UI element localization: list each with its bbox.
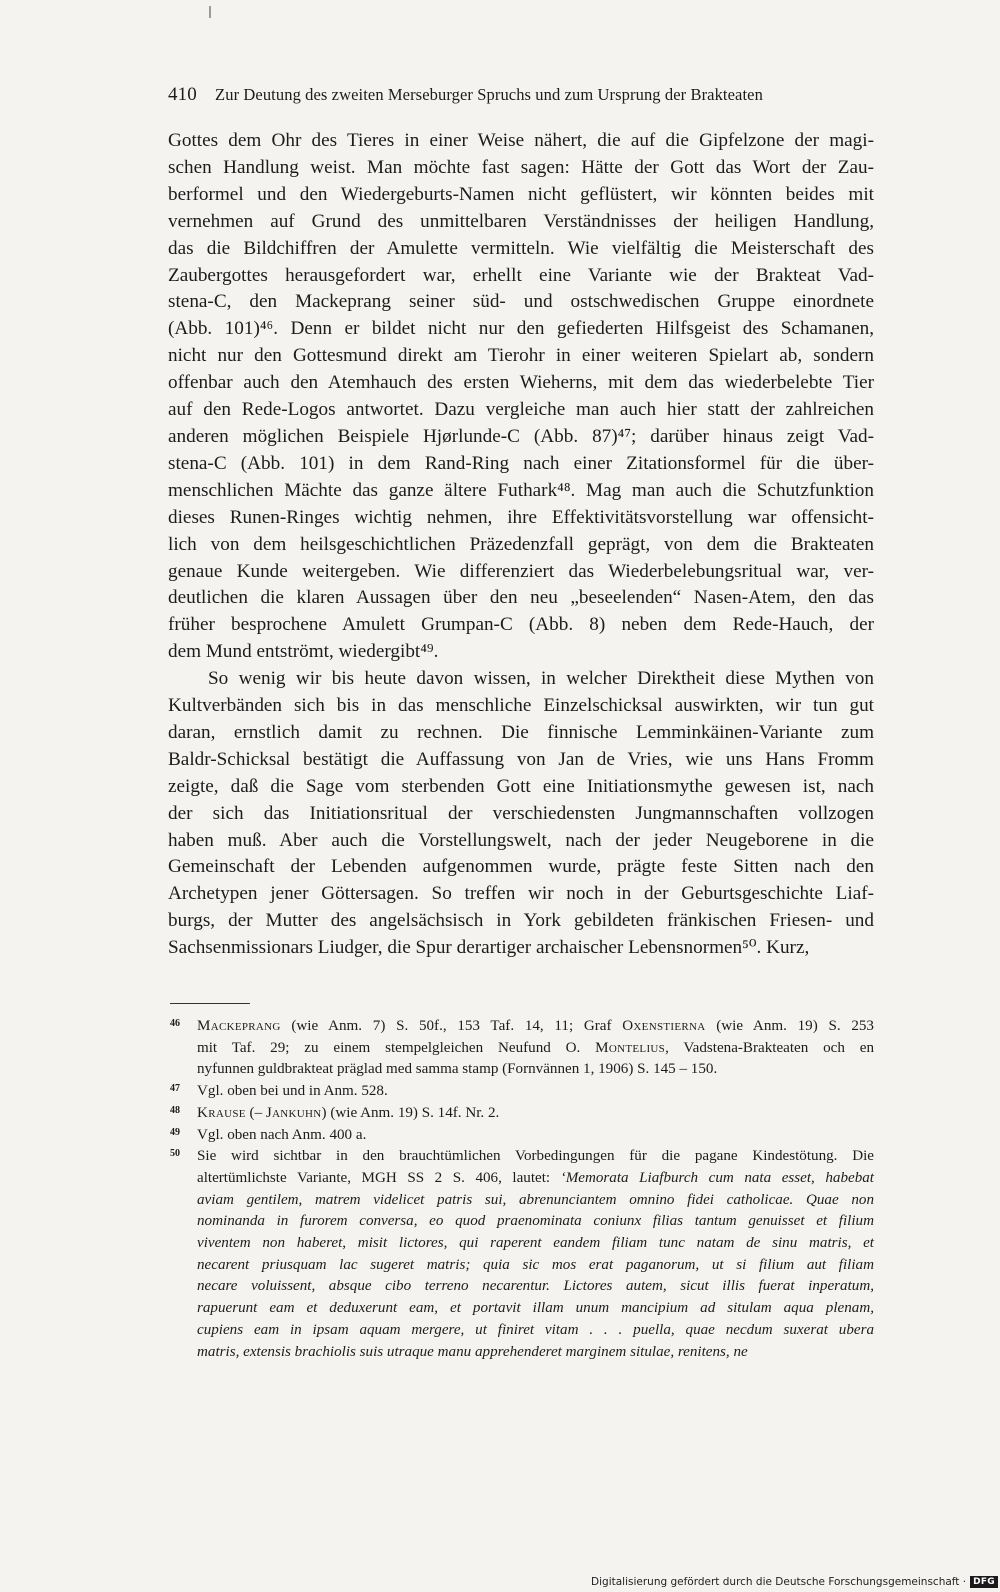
footnote-number: 49 [170,1126,180,1138]
footnote-line: rapuerunt eam et deduxerunt eam, et portavit illam unum mancipium ad situlam aqua plenam, [197,1300,874,1317]
text-line: haben muß. Aber auch die Vorstellungswelt, nach der jeder Neugeborene in die [168,829,874,851]
text-line: Zaubergottes herausgefordert war, erhellt eine Variante wie der Brakteat Vad- [168,264,874,286]
footnote-line: aviam gentilem, matrem videlicet patris sui, abrenunciantem omnino fidei catholicae. Quae non [197,1191,874,1208]
text-line: der sich das Initiationsritual der verschiedensten Jungmannschaften vollzogen [168,802,874,824]
text-line: Archetypen jener Göttersagen. So treffen wir noch in der Geburtsgeschichte Liaf- [168,883,874,905]
footnote-line: Vgl. oben bei und in Anm. 528. [197,1083,388,1100]
footnote-line: Sie wird sichtbar in den brauchtümlichen Vorbedingungen für die pagane Kindestötung. Die [197,1148,874,1165]
footnote-number: 47 [170,1083,180,1095]
text-line: offenbar auch den Atemhauch des ersten Wieherns, mit dem das wiederbelebte Tier [168,372,874,394]
text-line: schen Handlung weist. Man möchte fast sagen: Hätte der Gott das Wort der Zau- [168,156,874,178]
text-line: daran, ernstlich damit zu rechnen. Die finnische Lemminkäinen-Variante zum [168,721,874,743]
footnote-line: viventem non haberet, misit lictores, qui raperent eandem filiam tunc natam de sinu matris, et [197,1235,874,1252]
text-line: menschlichen Mächte das ganze ältere Futhark⁴⁸. Mag man auch die Schutzfunktion [168,479,874,501]
running-title: Zur Deutung des zweiten Merseburger Spruchs und zum Ursprung der Brakteaten [215,85,763,104]
text-line: Sachsenmissionars Liudger, die Spur derartiger archaischer Lebensnormen⁵⁰. Kurz, [168,937,810,959]
text-line: Gottes dem Ohr des Tieres in einer Weise nähert, die auf die Gipfelzone der magi- [168,130,874,151]
footnote-separator [170,1003,250,1004]
text-line: lich von dem heilsgeschichtlichen Präzedenzfall geprägt, von dem die Brakteaten [168,533,874,555]
text-line: vernehmen auf Grund des unmittelbaren Verständnisses der heiligen Handlung, [168,210,874,232]
text-line: stena-C (Abb. 101) in dem Rand-Ring nach einer Zitationsformel für die über- [168,452,874,474]
footnote-line: nominanda in furorem conversa, eo quod praenominata coniunx filias tantum genuisset et filium [197,1213,874,1230]
digitization-credit [591,1576,998,1588]
footnote-number: 46 [170,1018,180,1029]
text-line: Baldr-Schicksal bestätigt die Auffassung von Jan de Vries, wie uns Hans Fromm [168,748,874,770]
footnote-line: matris, extensis brachiolis suis utraque manu apprehenderet marginem situlae, renitens, ne [197,1343,748,1360]
dfg-logo: DFG [970,1576,998,1588]
text-line: dem Mund entströmt, wiedergibt⁴⁹. [168,641,439,663]
footnote-line: necare voluissent, absque cibo terreno necarentur. Lictores autem, sicut illis fuerat inperatum, [197,1278,874,1295]
text-line: deutlichen die klaren Aussagen über den neu „beseelenden“ Nasen-Atem, den das [168,587,874,609]
footnote [170,1125,874,1147]
text-line: früher besprochene Amulett Grumpan-C (Abb. 8) neben dem Rede-Hauch, der [168,614,874,636]
credit-text: Digitalisierung gefördert durch die Deutsche Forschungsgemeinschaft · [591,1576,967,1588]
footnote-line: Vgl. oben nach Anm. 400 a. [197,1126,367,1143]
text-line: anderen möglichen Beispiele Hjørlunde-C (Abb. 87)⁴⁷; darüber hinaus zeigt Vad- [168,425,874,447]
text-line: (Abb. 101)⁴⁶. Denn er bildet nicht nur den gefiederten Hilfsgeist des Schamanen, [168,318,874,340]
text-line: genaue Kunde weitergeben. Wie differenziert das Wiederbelebungsritual war, ver- [168,560,874,582]
running-header [168,84,868,106]
text-line: das die Bildchiffren der Amulette vermitteln. Wie vielfältig die Meisterschaft des [168,237,874,259]
footnote-line: necarent priusquam lac sugeret matris; quia sic mos erat paganorum, ut si filium aut filiam [197,1256,874,1273]
footnote [170,1103,874,1125]
text-line: dieses Runen-Ringes wichtig nehmen, ihre Effektivitätsvorstellung war offensicht- [168,506,874,528]
footnote-line: cupiens eam in ipsam aquam mergere, ut finiret vitam . . . puella, quae necdum suxerat ubera [197,1321,874,1338]
text-line: stena-C, den Mackeprang seiner süd- und ostschwedischen Gruppe einordnete [168,291,874,313]
footnote-line: altertümlichste Variante, MGH SS 2 S. 406, lautet: ‘Memorata Liafburch cum nata esset, habebat [197,1169,874,1186]
text-line: auf den Rede-Logos antwortet. Dazu vergleiche man auch hier statt der zahlreichen [168,399,874,421]
main-text [168,128,874,962]
text-line: Kultverbänden sich bis in das menschliche Einzelschicksal auswirkten, wir tun gut [168,695,874,717]
footnote [170,1016,874,1081]
footnote-line: nyfunnen guldbrakteat präglad med samma stamp (Fornvännen 1, 1906) S. 145 – 150. [197,1061,718,1078]
text-line: nicht nur den Gottesmund direkt am Tierohr in einer weiteren Spielart ab, sondern [168,345,874,367]
footnote-number: 50 [170,1148,180,1160]
text-line: berformel und den Wiedergeburts-Namen nicht geflüstert, wir könnten beides mit [168,183,874,205]
text-line: burgs, der Mutter des angelsächsisch in York gebildeten fränkischen Friesen- und [168,910,874,932]
footnote-line: mit Taf. 29; zu einem stempelgleichen Neufund O. Montelius, Vadstena-Brakteaten och en [197,1039,875,1056]
footnote [170,1081,874,1103]
page-number: 410 [168,84,197,105]
footnote [170,1146,874,1363]
footnote-line: Krause (– Jankuhn) (wie Anm. 19) S. 14f. Nr. 2. [197,1104,500,1121]
text-line: So wenig wir bis heute davon wissen, in welcher Direktheit diese Mythen von [208,668,874,690]
footnote-number: 48 [170,1104,180,1116]
text-line: Gemeinschaft der Lebenden aufgenommen wurde, prägte feste Sitten nach den [168,856,874,878]
scan-artifact [209,6,211,18]
text-line: zeigte, daß die Sage vom sterbenden Gott eine Initiationsmythe gewesen ist, nach [168,775,874,797]
footnotes [170,1016,874,1363]
footnote-line: Mackeprang (wie Anm. 7) S. 50f., 153 Taf. 14, 11; Graf Oxenstierna (wie Anm. 19) S. 253 [197,1018,874,1034]
